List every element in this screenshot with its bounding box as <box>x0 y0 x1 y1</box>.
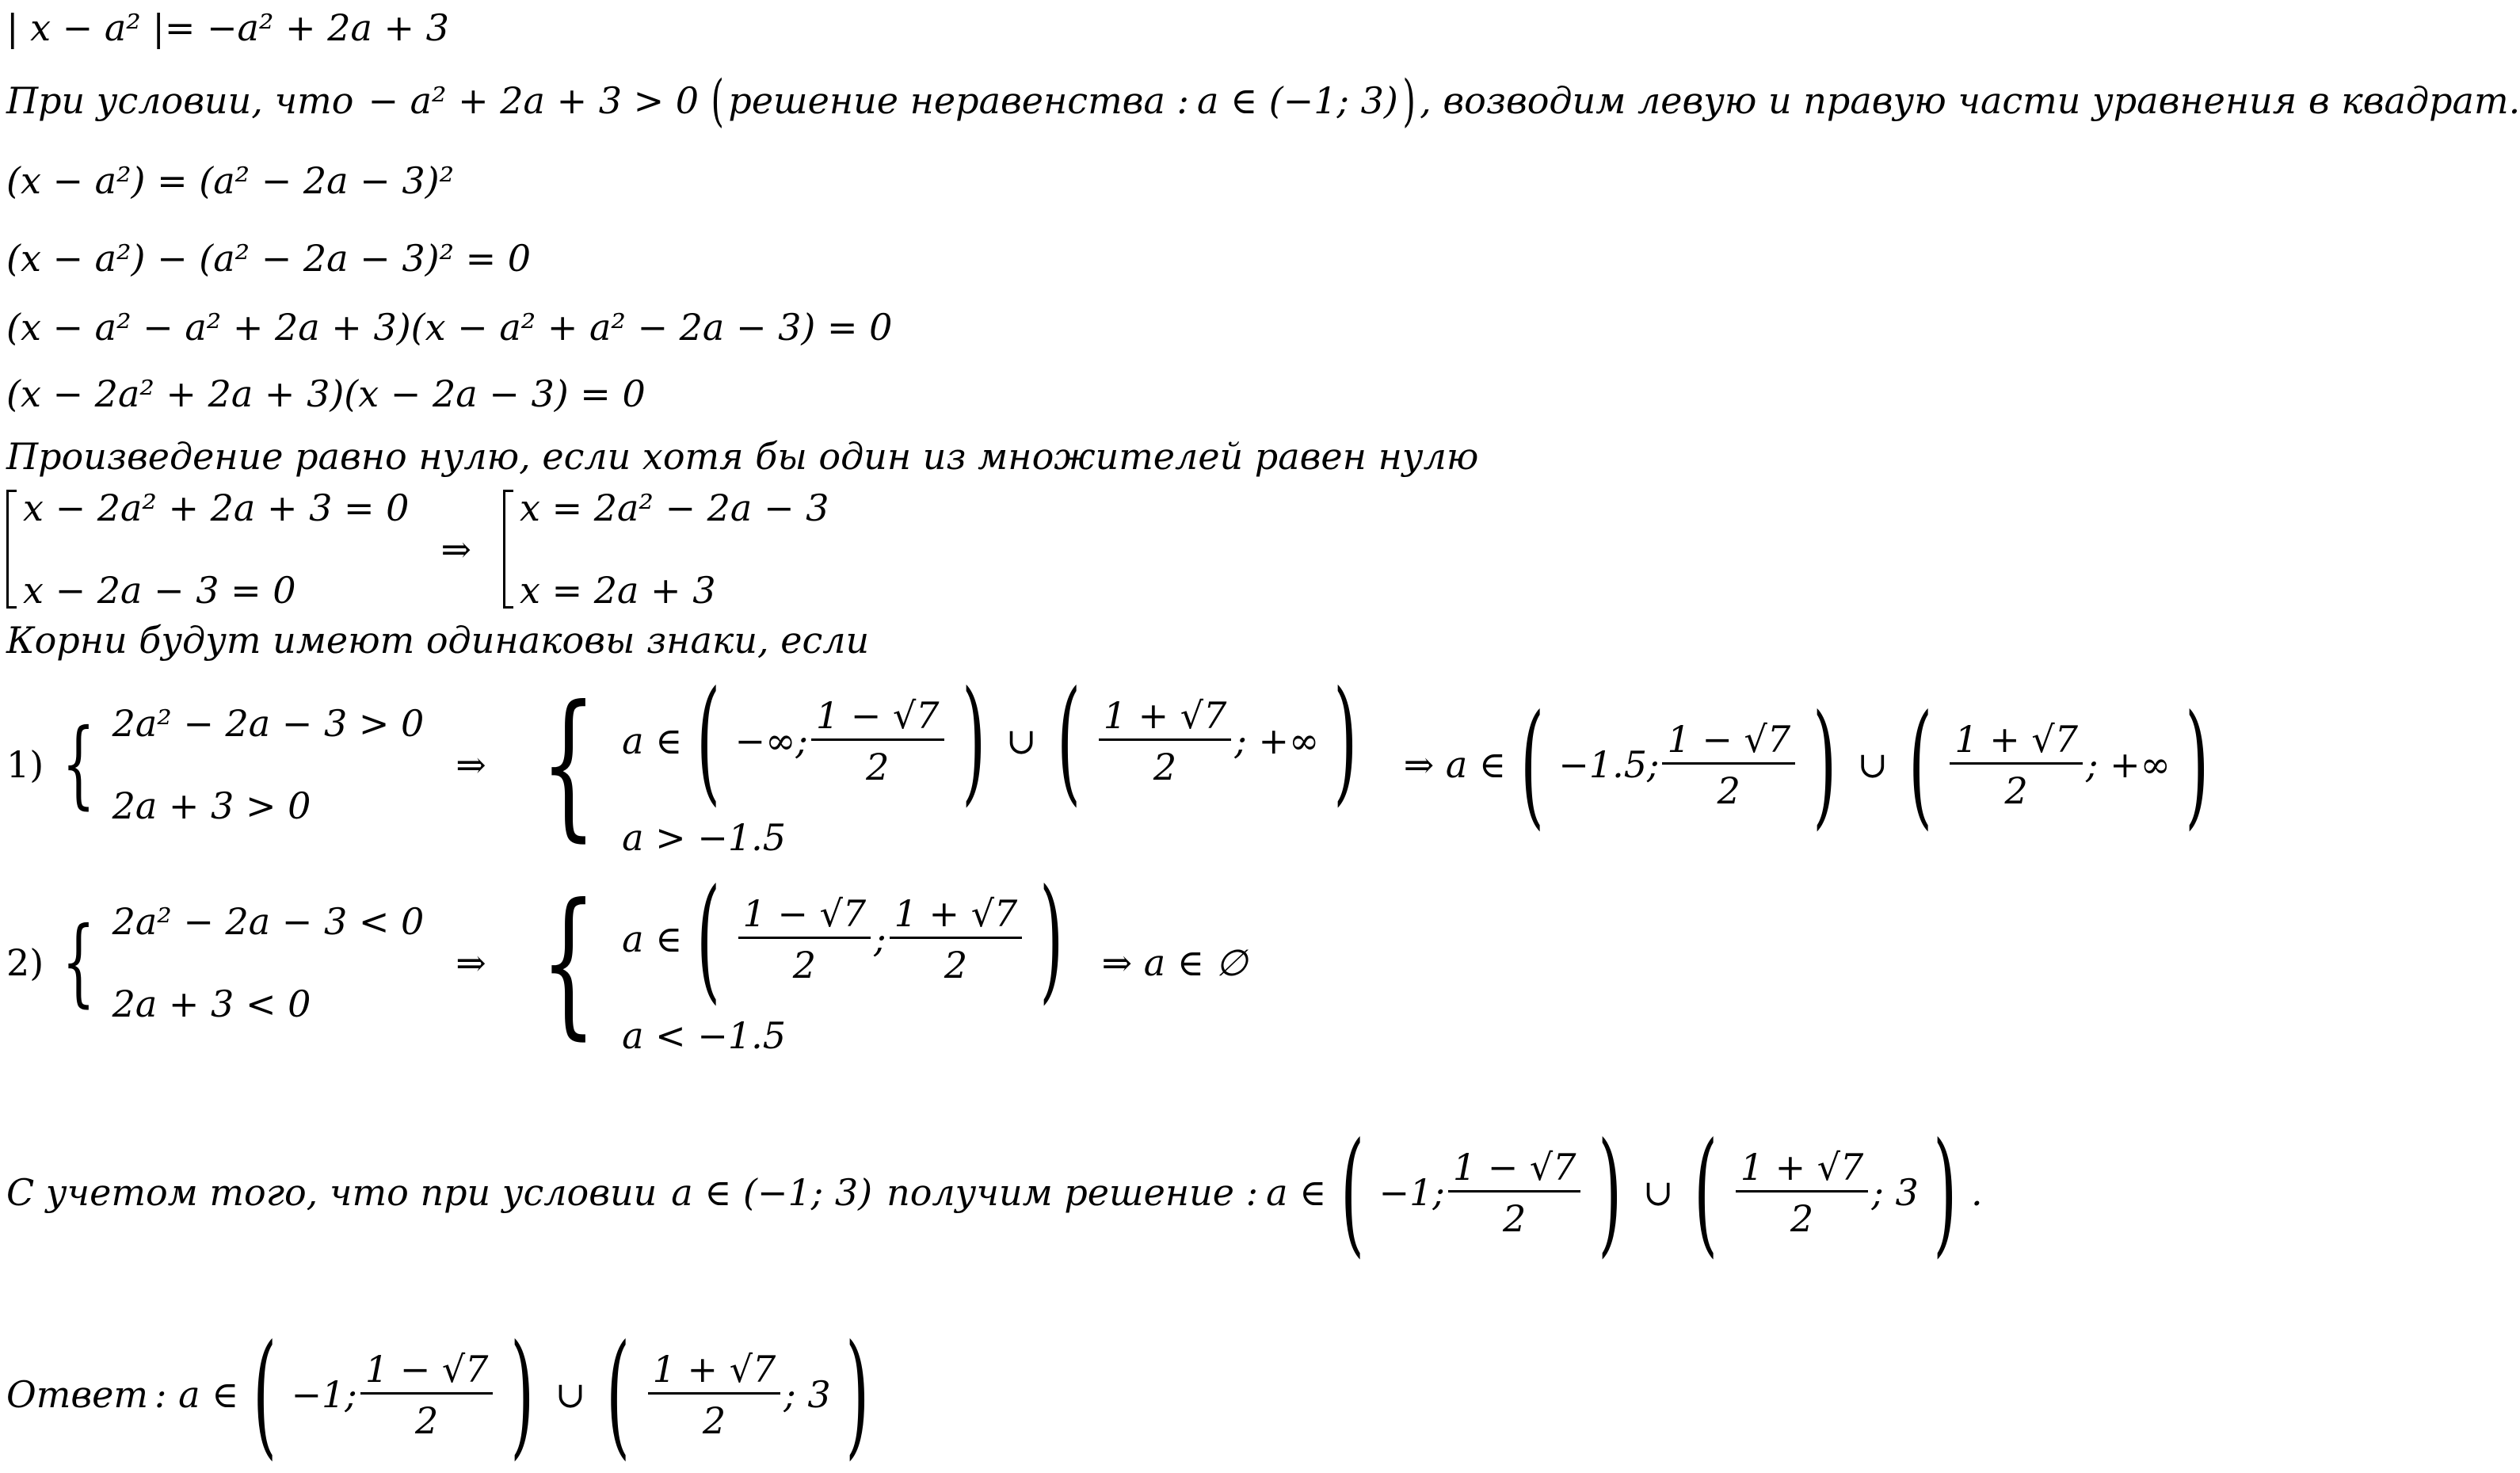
case-1-ineq-2: 2a + 3 > 0 <box>112 784 311 827</box>
interval-left: −∞; <box>734 719 808 762</box>
condition-inequality: − a² + 2a + 3 > 0 <box>368 79 700 122</box>
fraction-den: 2 <box>1717 769 1740 812</box>
fraction-num: 1 − √7 <box>811 697 944 741</box>
equation-line-1: | x − a² |= −a² + 2a + 3 <box>6 6 449 49</box>
inequality-solution-math: a ∈ (−1; 3) <box>1197 79 1398 122</box>
fraction-num: 1 − √7 <box>738 895 871 939</box>
paren-close: ) <box>961 662 986 819</box>
brace: { <box>62 907 96 1017</box>
period: . <box>1971 1171 1983 1214</box>
fraction-den: 2 <box>2004 769 2028 812</box>
paren-close: ) <box>1813 686 1837 843</box>
system-right <box>503 487 829 612</box>
fraction-den: 2 <box>1153 745 1177 788</box>
union: ∪ <box>1857 743 1888 786</box>
paren-close: ) <box>1039 861 1064 1017</box>
paren-open: ( <box>696 662 721 819</box>
case-2-ineq-2: 2a + 3 < 0 <box>112 983 311 1025</box>
system-eq-1: x − 2a² + 2a + 3 = 0 <box>23 487 410 529</box>
paren-close: ) <box>2185 686 2209 843</box>
equation-line-4: (x − a²) − (a² − 2a − 3)² = 0 <box>6 237 532 280</box>
fraction-num: 1 + √7 <box>1099 697 1232 741</box>
fraction-num: 1 − √7 <box>1662 721 1795 765</box>
brace: { <box>62 709 96 819</box>
system-eq-2: x − 2a − 3 = 0 <box>23 569 296 612</box>
fraction <box>1662 717 1795 812</box>
condition-text-2: , возводим левую и правую части уравнения в квадрат. <box>1420 79 2520 122</box>
case-1 <box>6 662 2223 859</box>
fraction <box>1736 1145 1869 1240</box>
union: ∪ <box>1642 1171 1674 1214</box>
union: ∪ <box>1005 719 1037 762</box>
interval-right: ; +∞ <box>2085 743 2171 786</box>
equation-line-5: (x − a² − a² + 2a + 3)(x − a² + a² − 2a − 3) = 0 <box>6 306 893 349</box>
condition-line <box>6 68 2520 133</box>
fraction-num: 1 − √7 <box>360 1351 494 1395</box>
paren-close: ) <box>1598 1114 1622 1271</box>
fraction-num: 1 + √7 <box>1736 1149 1869 1193</box>
fraction-den: 2 <box>866 745 890 788</box>
fraction <box>1099 693 1232 788</box>
paren-open: ( <box>1057 662 1081 819</box>
fraction-num: 1 + √7 <box>648 1351 781 1395</box>
fraction <box>811 693 944 788</box>
paren-close: ) <box>1932 1114 1957 1271</box>
implies-arrow: ⇒ <box>456 941 486 984</box>
result-prefix: ⇒ a ∈ <box>1403 743 1506 786</box>
fraction <box>1950 717 2083 812</box>
case-1-result <box>1403 686 2224 843</box>
fraction-den: 2 <box>792 943 816 986</box>
system-split <box>6 487 829 612</box>
paren-close: ) <box>510 1316 535 1473</box>
interval-right: ; +∞ <box>1234 719 1320 762</box>
implies-arrow: ⇒ <box>456 743 486 786</box>
interval-right: ; 3 <box>1871 1171 1919 1214</box>
final-text-1: С учетом того, что при условии <box>6 1171 658 1214</box>
case-1-system <box>48 702 425 827</box>
paren-open: ( <box>711 68 724 133</box>
case-1-system-2 <box>518 662 1372 859</box>
implies-arrow: ⇒ <box>440 528 471 571</box>
bracket-right <box>503 490 513 609</box>
fraction-den: 2 <box>414 1399 439 1442</box>
a-in: a ∈ <box>622 719 683 762</box>
paren-close: ) <box>844 1316 869 1473</box>
interval-left: −1.5; <box>1558 743 1660 786</box>
equation-line-6: (x − 2a² + 2a + 3)(x − 2a − 3) = 0 <box>6 372 646 415</box>
case-1-interval <box>622 662 1372 819</box>
inequality-solution-text: решение неравенства : <box>728 79 1190 122</box>
fraction <box>360 1347 494 1442</box>
case-2-system <box>48 900 425 1025</box>
union: ∪ <box>555 1373 586 1416</box>
root-1: x = 2a² − 2a − 3 <box>520 487 829 529</box>
answer-line <box>6 1316 883 1473</box>
paren-open: ( <box>696 861 721 1017</box>
case-2-ineq-1: 2a² − 2a − 3 < 0 <box>112 900 425 943</box>
fraction-den: 2 <box>1790 1196 1814 1240</box>
paren-open: ( <box>606 1316 631 1473</box>
fraction-num: 1 + √7 <box>1950 721 2083 765</box>
paren-open: ( <box>1520 686 1545 843</box>
root-2: x = 2a + 3 <box>520 569 716 612</box>
paren-open: ( <box>1908 686 1933 843</box>
fraction <box>648 1347 781 1442</box>
paren-open: ( <box>253 1316 277 1473</box>
system-left <box>6 487 410 612</box>
a-in: a ∈ <box>622 918 683 960</box>
fraction-den: 2 <box>944 943 968 986</box>
paren-open: ( <box>1694 1114 1718 1271</box>
answer-label: Ответ <box>6 1373 148 1416</box>
bracket-left <box>6 490 17 609</box>
final-text-2: получим решение : <box>886 1171 1259 1214</box>
case-2-result: ⇒ a ∈ ∅ <box>1101 941 1248 984</box>
fraction-den: 2 <box>702 1399 726 1442</box>
case-1-cond: a > −1.5 <box>622 816 787 859</box>
paren-close: ) <box>1402 68 1416 133</box>
case-2-system-2 <box>518 861 1078 1057</box>
interval-right: ; 3 <box>783 1373 831 1416</box>
interval-left: −1; <box>1378 1171 1445 1214</box>
final-condition-math: a ∈ (−1; 3) <box>671 1171 873 1214</box>
case-2-cond: a < −1.5 <box>622 1014 787 1057</box>
fraction-den: 2 <box>1503 1196 1527 1240</box>
brace: { <box>540 870 597 1055</box>
condition-text: При условии, что <box>6 79 354 122</box>
case-2-number: 2) <box>6 941 44 984</box>
case-2-interval: a ∈ ( $\frac{1 - √7}{2}$ ; $\frac{1 + √7}{2}$ ) <box>622 861 1064 1017</box>
fraction <box>1448 1145 1581 1240</box>
a-in: : a ∈ <box>154 1373 239 1416</box>
a-in: a ∈ <box>1266 1171 1327 1214</box>
final-condition-line <box>6 1114 1983 1271</box>
case-1-number: 1) <box>6 743 44 786</box>
equation-line-3: (x − a²) = (a² − 2a − 3)² <box>6 159 455 202</box>
fraction <box>890 891 1023 986</box>
fraction-num: 1 − √7 <box>1448 1149 1581 1193</box>
product-zero-text: Произведение равно нулю, если хотя бы один из множителей равен нулю <box>6 435 1479 478</box>
case-2 <box>6 861 1248 1057</box>
fraction-num: 1 + √7 <box>890 895 1023 939</box>
fraction <box>738 891 871 986</box>
same-sign-text: Корни будут имеют одинаковы знаки, если <box>6 619 870 662</box>
paren-open: ( <box>1340 1114 1365 1271</box>
interval-left: −1; <box>291 1373 357 1416</box>
paren-close: ) <box>1333 662 1358 819</box>
case-1-ineq-1: 2a² − 2a − 3 > 0 <box>112 702 425 745</box>
brace: { <box>540 672 597 857</box>
